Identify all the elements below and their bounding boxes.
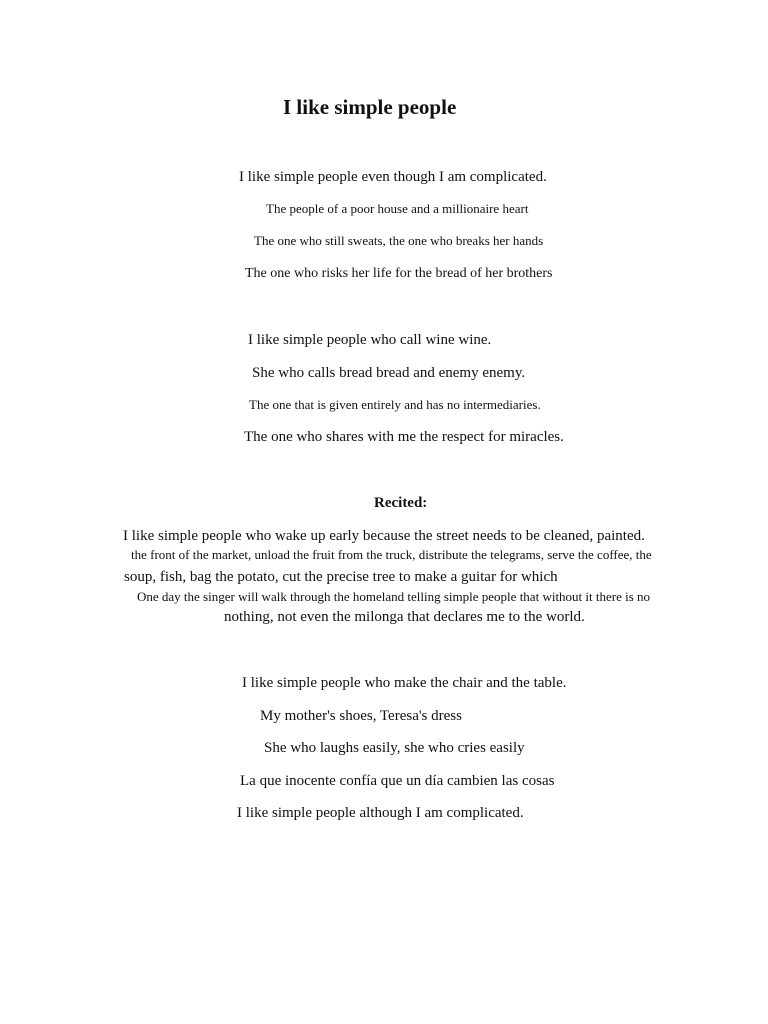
poem-line: The one that is given entirely and has no intermediaries. (249, 397, 541, 412)
poem-line: I like simple people who call wine wine. (248, 332, 492, 348)
poem-line: The people of a poor house and a millionaire heart (266, 201, 529, 216)
recited-line: nothing, not even the milonga that declares me to the world. (224, 609, 585, 625)
poem-line: The one who still sweats, the one who breaks her hands (254, 233, 544, 248)
poem-line: My mother's shoes, Teresa's dress (260, 708, 462, 724)
poem-line: She who calls bread bread and enemy enemy. (252, 365, 526, 381)
poem-line: I like simple people although I am complicated. (237, 805, 524, 821)
recited-line: the front of the market, unload the fruit from the truck, distribute the telegrams, serve the coffee, the (131, 547, 652, 562)
poem-line: I like simple people even though I am complicated. (239, 169, 547, 185)
recited-line: soup, fish, bag the potato, cut the precise tree to make a guitar for which (124, 569, 558, 585)
poem-line: I like simple people who make the chair and the table. (242, 675, 567, 691)
recited-heading: Recited: (374, 495, 428, 511)
recited-line: I like simple people who wake up early because the street needs to be cleaned, painted. (123, 528, 645, 544)
poem-line: The one who shares with me the respect for miracles. (244, 429, 564, 445)
poem-line: She who laughs easily, she who cries easily (264, 740, 525, 756)
recited-line: One day the singer will walk through the homeland telling simple people that without it there is no (137, 589, 651, 604)
poem-line: The one who risks her life for the bread of her brothers (245, 266, 553, 281)
poem-line: La que inocente confía que un día cambien las cosas (240, 773, 555, 789)
document-title: I like simple people (283, 95, 457, 119)
